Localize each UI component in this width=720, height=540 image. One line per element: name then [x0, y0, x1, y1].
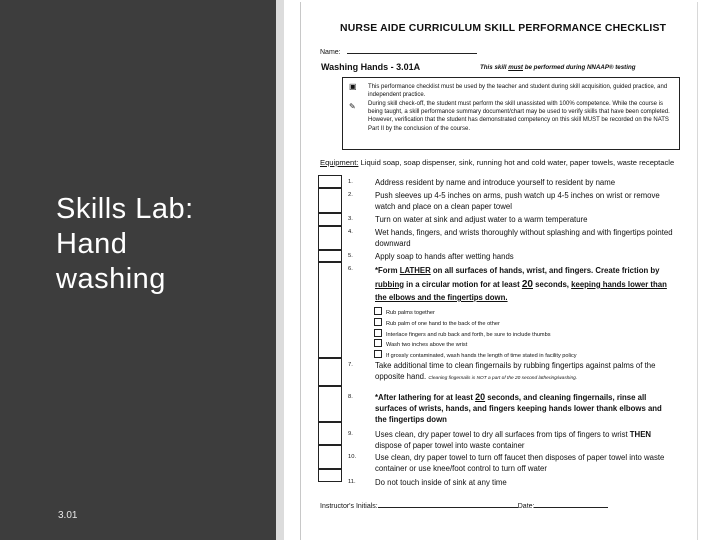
step-text-part: seconds, [533, 279, 572, 289]
step-checkbox[interactable] [318, 250, 342, 262]
checklist-icon: ▣ [349, 82, 357, 91]
step-checkbox[interactable] [318, 469, 342, 482]
step-text-part: *Form [375, 266, 400, 275]
slide-title [56, 192, 194, 297]
sub-item-text: Wash two inches above the wrist [386, 342, 468, 348]
step-text-part: on all surfaces of hands, wrist, and fingers. Create friction by [430, 266, 660, 275]
slide-number: 3.01 [58, 510, 78, 521]
sub-item [374, 350, 577, 359]
step-checkbox[interactable] [318, 175, 342, 188]
equipment-label: Equipment: [320, 158, 359, 167]
step-number: 7. [348, 362, 353, 368]
step-text [375, 429, 675, 451]
sub-item-text: Rub palm of one hand to the back of the other [386, 321, 500, 327]
sub-item [374, 307, 435, 316]
document-title: NURSE AIDE CURRICULUM SKILL PERFORMANCE CHECKLIST [340, 23, 667, 34]
slide-title-line: washing [56, 263, 166, 295]
step-text-part: *After lathering for at least [375, 393, 476, 402]
step-number: 8. [348, 394, 353, 400]
step-number: 4. [348, 229, 353, 235]
pencil-icon: ✎ [349, 102, 356, 111]
sub-item-checkbox[interactable] [374, 350, 382, 358]
skill-note [480, 64, 636, 71]
divider-stripe [276, 0, 284, 540]
step-number: 1. [348, 179, 353, 185]
sub-item-checkbox[interactable] [374, 318, 382, 326]
instruction-text: This performance checklist must be used by the teacher and student during skill acquisition, guided practice, and independent practice. [368, 84, 668, 99]
instruction-box [342, 77, 680, 150]
step-text: Address resident by name and introduce yourself to resident by name [375, 178, 616, 187]
step-checkbox[interactable] [318, 386, 342, 422]
date-blank [534, 500, 608, 508]
step-number: 6. [348, 266, 353, 272]
sub-item-checkbox[interactable] [374, 329, 382, 337]
step-checkbox[interactable] [318, 262, 342, 358]
skill-title: Washing Hands - 3.01A [321, 62, 421, 72]
equipment-line [320, 158, 675, 168]
slide-title-line: Hand [56, 228, 128, 260]
step-checkbox[interactable] [318, 213, 342, 226]
skill-note-text: This skill [480, 64, 509, 71]
sub-item [374, 318, 500, 327]
step-checkbox[interactable] [318, 358, 342, 386]
step-text-part: dispose of paper towel into waste container [375, 441, 525, 450]
checkbox-column [318, 175, 344, 482]
step-text-part: Uses clean, dry paper towel to dry all surfaces from tips of fingers to wrist [375, 430, 630, 439]
step-number: 11. [348, 479, 356, 485]
step-text: Turn on water at sink and adjust water to a warm temperature [375, 215, 588, 224]
skill-note-emphasis: must [508, 64, 523, 71]
page-edge [697, 2, 698, 540]
slide-title-line: Skills Lab: [56, 193, 194, 225]
sub-item [374, 329, 551, 338]
skill-note-text: be performed during NNAAP® testing [523, 64, 636, 71]
step-text: Push sleeves up 4-5 inches on arms, push watch up 4-5 inches on wrist or remove watch and place on a clean paper towel [375, 191, 660, 211]
page-edge [300, 2, 301, 540]
step-text-part: seconds, and cleaning fingernails, rinse all surfaces of wrists, hands, and fingers keeping hands lower thank elbows and the fingertips down [375, 393, 662, 424]
name-blank [347, 46, 477, 54]
step-footnote: Cleaning fingernails is NOT a part of the 20 second lathering/washing. [428, 376, 578, 381]
step-number: 9. [348, 431, 353, 437]
sub-item-text: Interlace fingers and rub back and forth, be sure to include thumbs [386, 332, 551, 338]
instruction-text: During skill check-off, the student must perform the skill unassisted with 100% competence. While the course is being taught, a skill performance summary document/chart may be used to verify skills that have been completed. However, verification that the student has demonstrated competency on this skill MUST be recorded on the NATS Part II by the conclusion of the course. [368, 101, 670, 132]
step-text [375, 392, 675, 425]
step-text-emphasis: THEN [629, 430, 652, 439]
step-text-part: in a circular motion for at least [404, 279, 522, 289]
name-label: Name: [320, 49, 341, 56]
step-text: Apply soap to hands after wetting hands [375, 252, 514, 261]
step-checkbox[interactable] [318, 188, 342, 213]
step-text-emphasis: 20 [521, 278, 533, 290]
step-number: 10. [348, 454, 357, 460]
step-text: Wet hands, fingers, and wrists thoroughly without splashing and with fingertips pointed downward [375, 228, 673, 248]
sub-item-checkbox[interactable] [374, 339, 382, 347]
step-number: 2. [348, 192, 353, 198]
step-text [375, 264, 675, 305]
step-checkbox[interactable] [318, 445, 342, 469]
step-text [375, 360, 675, 384]
signature-line [320, 500, 608, 510]
name-field [320, 46, 477, 56]
date-label: Date: [517, 503, 535, 510]
step-text-emphasis: keeping hands lower than the elbows and the fingertips down. [375, 279, 667, 302]
step-checkbox[interactable] [318, 226, 342, 250]
checklist-document [300, 0, 700, 540]
step-number: 5. [348, 253, 353, 259]
equipment-text: Liquid soap, soap dispenser, sink, running hot and cold water, paper towels, waste receptacle [358, 158, 675, 167]
sub-item [374, 339, 467, 348]
step-number: 3. [348, 216, 353, 222]
sub-item-text: If grossly contaminated, wash hands the length of time stated in facility policy [386, 353, 577, 359]
instructor-blank [378, 500, 518, 508]
step-text-part: Take additional time to clean fingernails by rubbing fingertips against palms of the opposite hand. [375, 361, 656, 381]
step-text-emphasis: 20 [475, 392, 486, 402]
step-checkbox[interactable] [318, 422, 342, 445]
step-text: Use clean, dry paper towel to turn off faucet then disposes of paper towel into waste container or use knee/foot control to turn off water [375, 453, 665, 473]
step-text-emphasis: rubbing [375, 279, 405, 289]
step-text-emphasis: LATHER [399, 266, 431, 275]
sub-item-text: Rub palms together [386, 310, 435, 316]
title-panel [0, 0, 276, 540]
sub-item-checkbox[interactable] [374, 307, 382, 315]
step-text: Do not touch inside of sink at any time [375, 478, 507, 487]
instructor-label: Instructor's Initials: [320, 503, 378, 510]
